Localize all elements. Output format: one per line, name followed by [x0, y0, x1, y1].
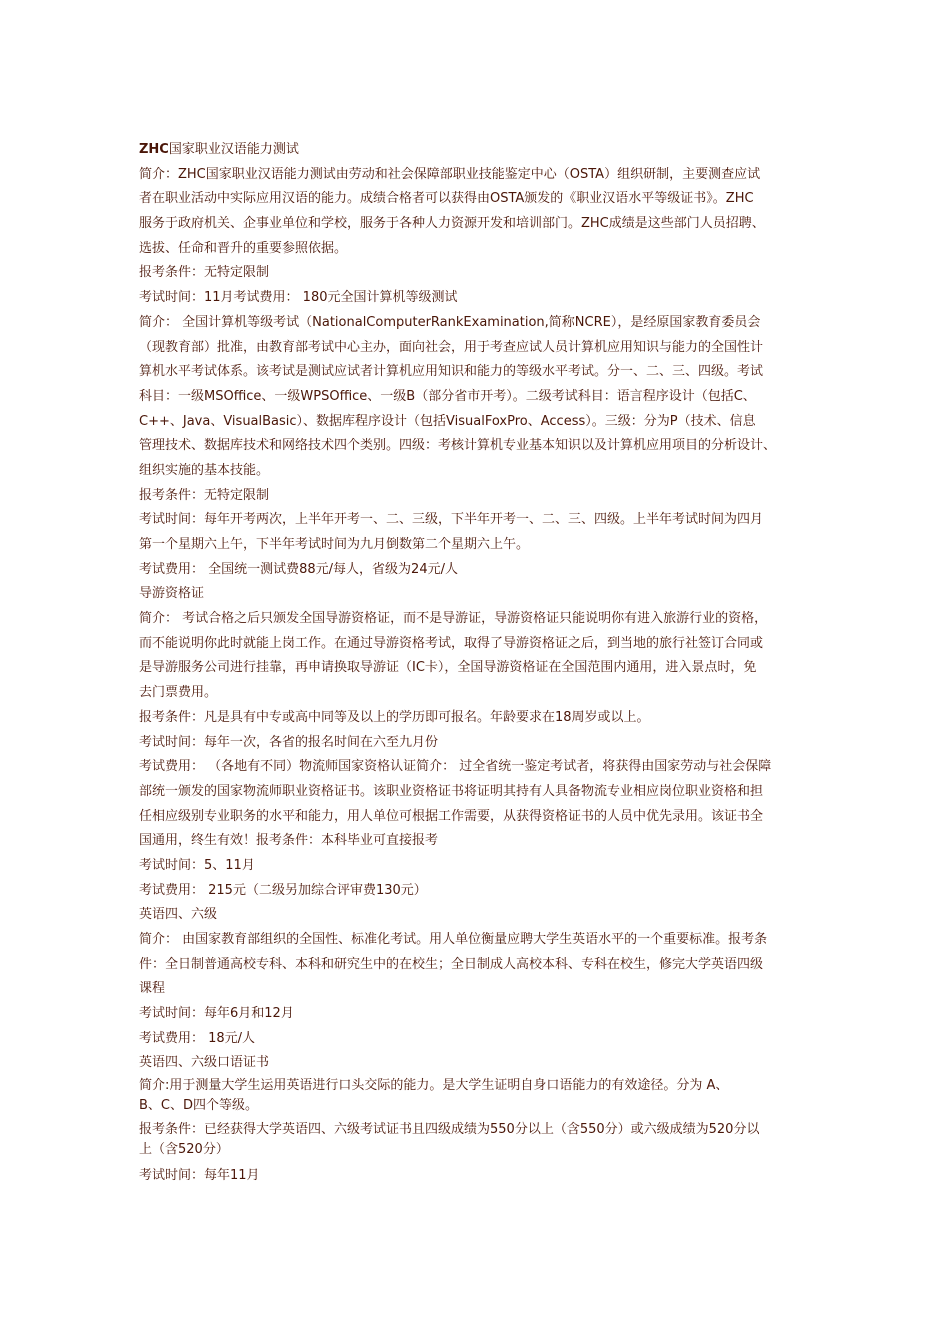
zhc-intro-line-1: 简介：ZHC国家职业汉语能力测试由劳动和社会保障部职业技能鉴定中心（OSTA）组织研制，主要测查应试: [139, 166, 761, 182]
ncre-intro-line-2: （现教育部）批准，由教育部考试中心主办，面向社会，用于考查应试人员计算机应用知识与能力的全国性计: [139, 339, 764, 355]
logistics-intro-line-2: 部统一颁发的国家物流师职业资格证书。该职业资格证书将证明其持有人具备物流专业相应岗位职业资格和担: [139, 783, 764, 799]
cet-intro-line-1: 简介： 由国家教育部组织的全国性、标准化考试。用人单位衡量应聘大学生英语水平的一个重要标准。报考条: [139, 932, 768, 947]
ncre-time-line-2: 第一个星期六上午，下半年考试时间为九月倒数第二个星期六上午。: [139, 537, 530, 552]
zhc-intro-line-2: 者在职业活动中实际应用汉语的能力。成绩合格者可以获得由OSTA颁发的《职业汉语水平等级证书》。ZHC: [139, 191, 754, 207]
cet-time: 考试时间：每年6月和12月: [139, 1006, 294, 1022]
ncre-intro-line-5: C++、Java、VisualBasic）、数据库程序设计（包括VisualFoxPro、Access）。三级：分为P（技术、信息: [139, 413, 756, 429]
document-page: [139, 138, 829, 1189]
logistics-intro-line-3: 任相应级别专业职务的水平和能力，用人单位可根据工作需要，从获得资格证书的人员中优先录用。该证书全: [139, 808, 764, 824]
cet-oral-time: 考试时间：每年11月: [139, 1168, 260, 1184]
zhc-heading: [139, 138, 829, 163]
guide-condition: 报考条件：凡是具有中专或高中同等及以上的学历即可报名。年龄要求在18周岁或以上。: [139, 709, 650, 725]
cet-oral-intro-line-2: B、C、D四个等级。: [139, 1098, 259, 1114]
zhc-heading-rest: 国家职业汉语能力测试: [168, 142, 299, 157]
zhc-intro-line-3: 服务于政府机关、企事业单位和学校，服务于各种人力资源开发和培训部门。ZHC成绩是这些部门人员招聘、: [139, 216, 765, 232]
ncre-fee: 考试费用： 全国统一测试费88元/每人，省级为24元/人: [139, 561, 458, 577]
cet-oral-condition-line-1: 报考条件：已经获得大学英语四、六级考试证书且四级成绩为550分以上（含550分）或六级成绩为520分以: [139, 1122, 760, 1138]
ncre-condition: 报考条件：无特定限制: [139, 487, 270, 503]
cet-intro-line-3: 课程: [139, 981, 166, 997]
zhc-condition: 报考条件：无特定限制: [139, 265, 270, 281]
cet-fee: 考试费用： 18元/人: [139, 1030, 256, 1046]
cet-heading: 英语四、六级: [139, 907, 218, 923]
zhc-intro-line-4: 选拔、任命和晋升的重要参照依据。: [139, 240, 348, 256]
cet-oral-intro-line-1: 简介:用于测量大学生运用英语进行口头交际的能力。是大学生证明自身口语能力的有效途径。分为 A、: [139, 1078, 729, 1094]
cet-intro-line-2: 件：全日制普通高校专科、本科和研究生中的在校生；全日制成人高校本科、专科在校生，修完大学英语四级: [139, 956, 764, 972]
cet-oral-heading: 英语四、六级口语证书: [139, 1055, 270, 1071]
guide-intro-line-4: 去门票费用。: [139, 685, 218, 701]
ncre-intro-line-6: 管理技术、数据库技术和网络技术四个类别。四级：考核计算机专业基本知识以及计算机应用项目的分析设计、: [139, 438, 777, 454]
ncre-intro-line-4: 科目：一级MSOffice、一级WPSOffice、一级B（部分省市开考）。二级考试科目：语言程序设计（包括C、: [139, 388, 756, 404]
ncre-intro-line-1: 简介： 全国计算机等级考试（NationalComputerRankExamination,简称NCRE），是经原国家教育委员会: [139, 314, 761, 330]
logistics-intro-line-4: 国通用，终生有效！报考条件：本科毕业可直接报考: [139, 833, 439, 849]
guide-time: 考试时间：每年一次，各省的报名时间在六至九月份: [139, 734, 439, 750]
ncre-time-line-1: 考试时间：每年开考两次，上半年开考一、二、三级，下半年开考一、二、三、四级。上半年考试时间为四月: [139, 512, 764, 528]
zhc-time-fee: 考试时间：11月考试费用： 180元全国计算机等级测试: [139, 290, 458, 306]
guide-heading: 导游资格证: [139, 586, 205, 602]
guide-intro-line-2: 而不能说明你此时就能上岗工作。在通过导游资格考试，取得了导游资格证之后，到当地的旅行社签订合同或: [139, 635, 764, 651]
ncre-intro-line-7: 组织实施的基本技能。: [139, 462, 270, 478]
ncre-intro-line-3: 算机水平考试体系。该考试是测试应试者计算机应用知识和能力的等级水平考试。分一、二、三、四级。考试: [139, 364, 764, 380]
logistics-intro-line-1: 考试费用： （各地有不同）物流师国家资格认证简介： 过全省统一鉴定考试者，将获得由国家劳动与社会保障: [139, 759, 772, 775]
logistics-time: 考试时间：5、11月: [139, 857, 255, 873]
cet-oral-condition-line-2: 上（含520分）: [139, 1142, 229, 1158]
guide-intro-line-3: 是导游服务公司进行挂靠，再申请换取导游证（IC卡），全国导游资格证在全国范围内通用，进入景点时，免: [139, 660, 757, 676]
zhc-heading-bold: ZHC: [139, 142, 169, 157]
guide-intro-line-1: 简介： 考试合格之后只颁发全国导游资格证，而不是导游证，导游资格证只能说明你有进入旅游行业的资格，: [139, 611, 768, 627]
logistics-fee: 考试费用： 215元（二级另加综合评审费130元）: [139, 882, 427, 898]
